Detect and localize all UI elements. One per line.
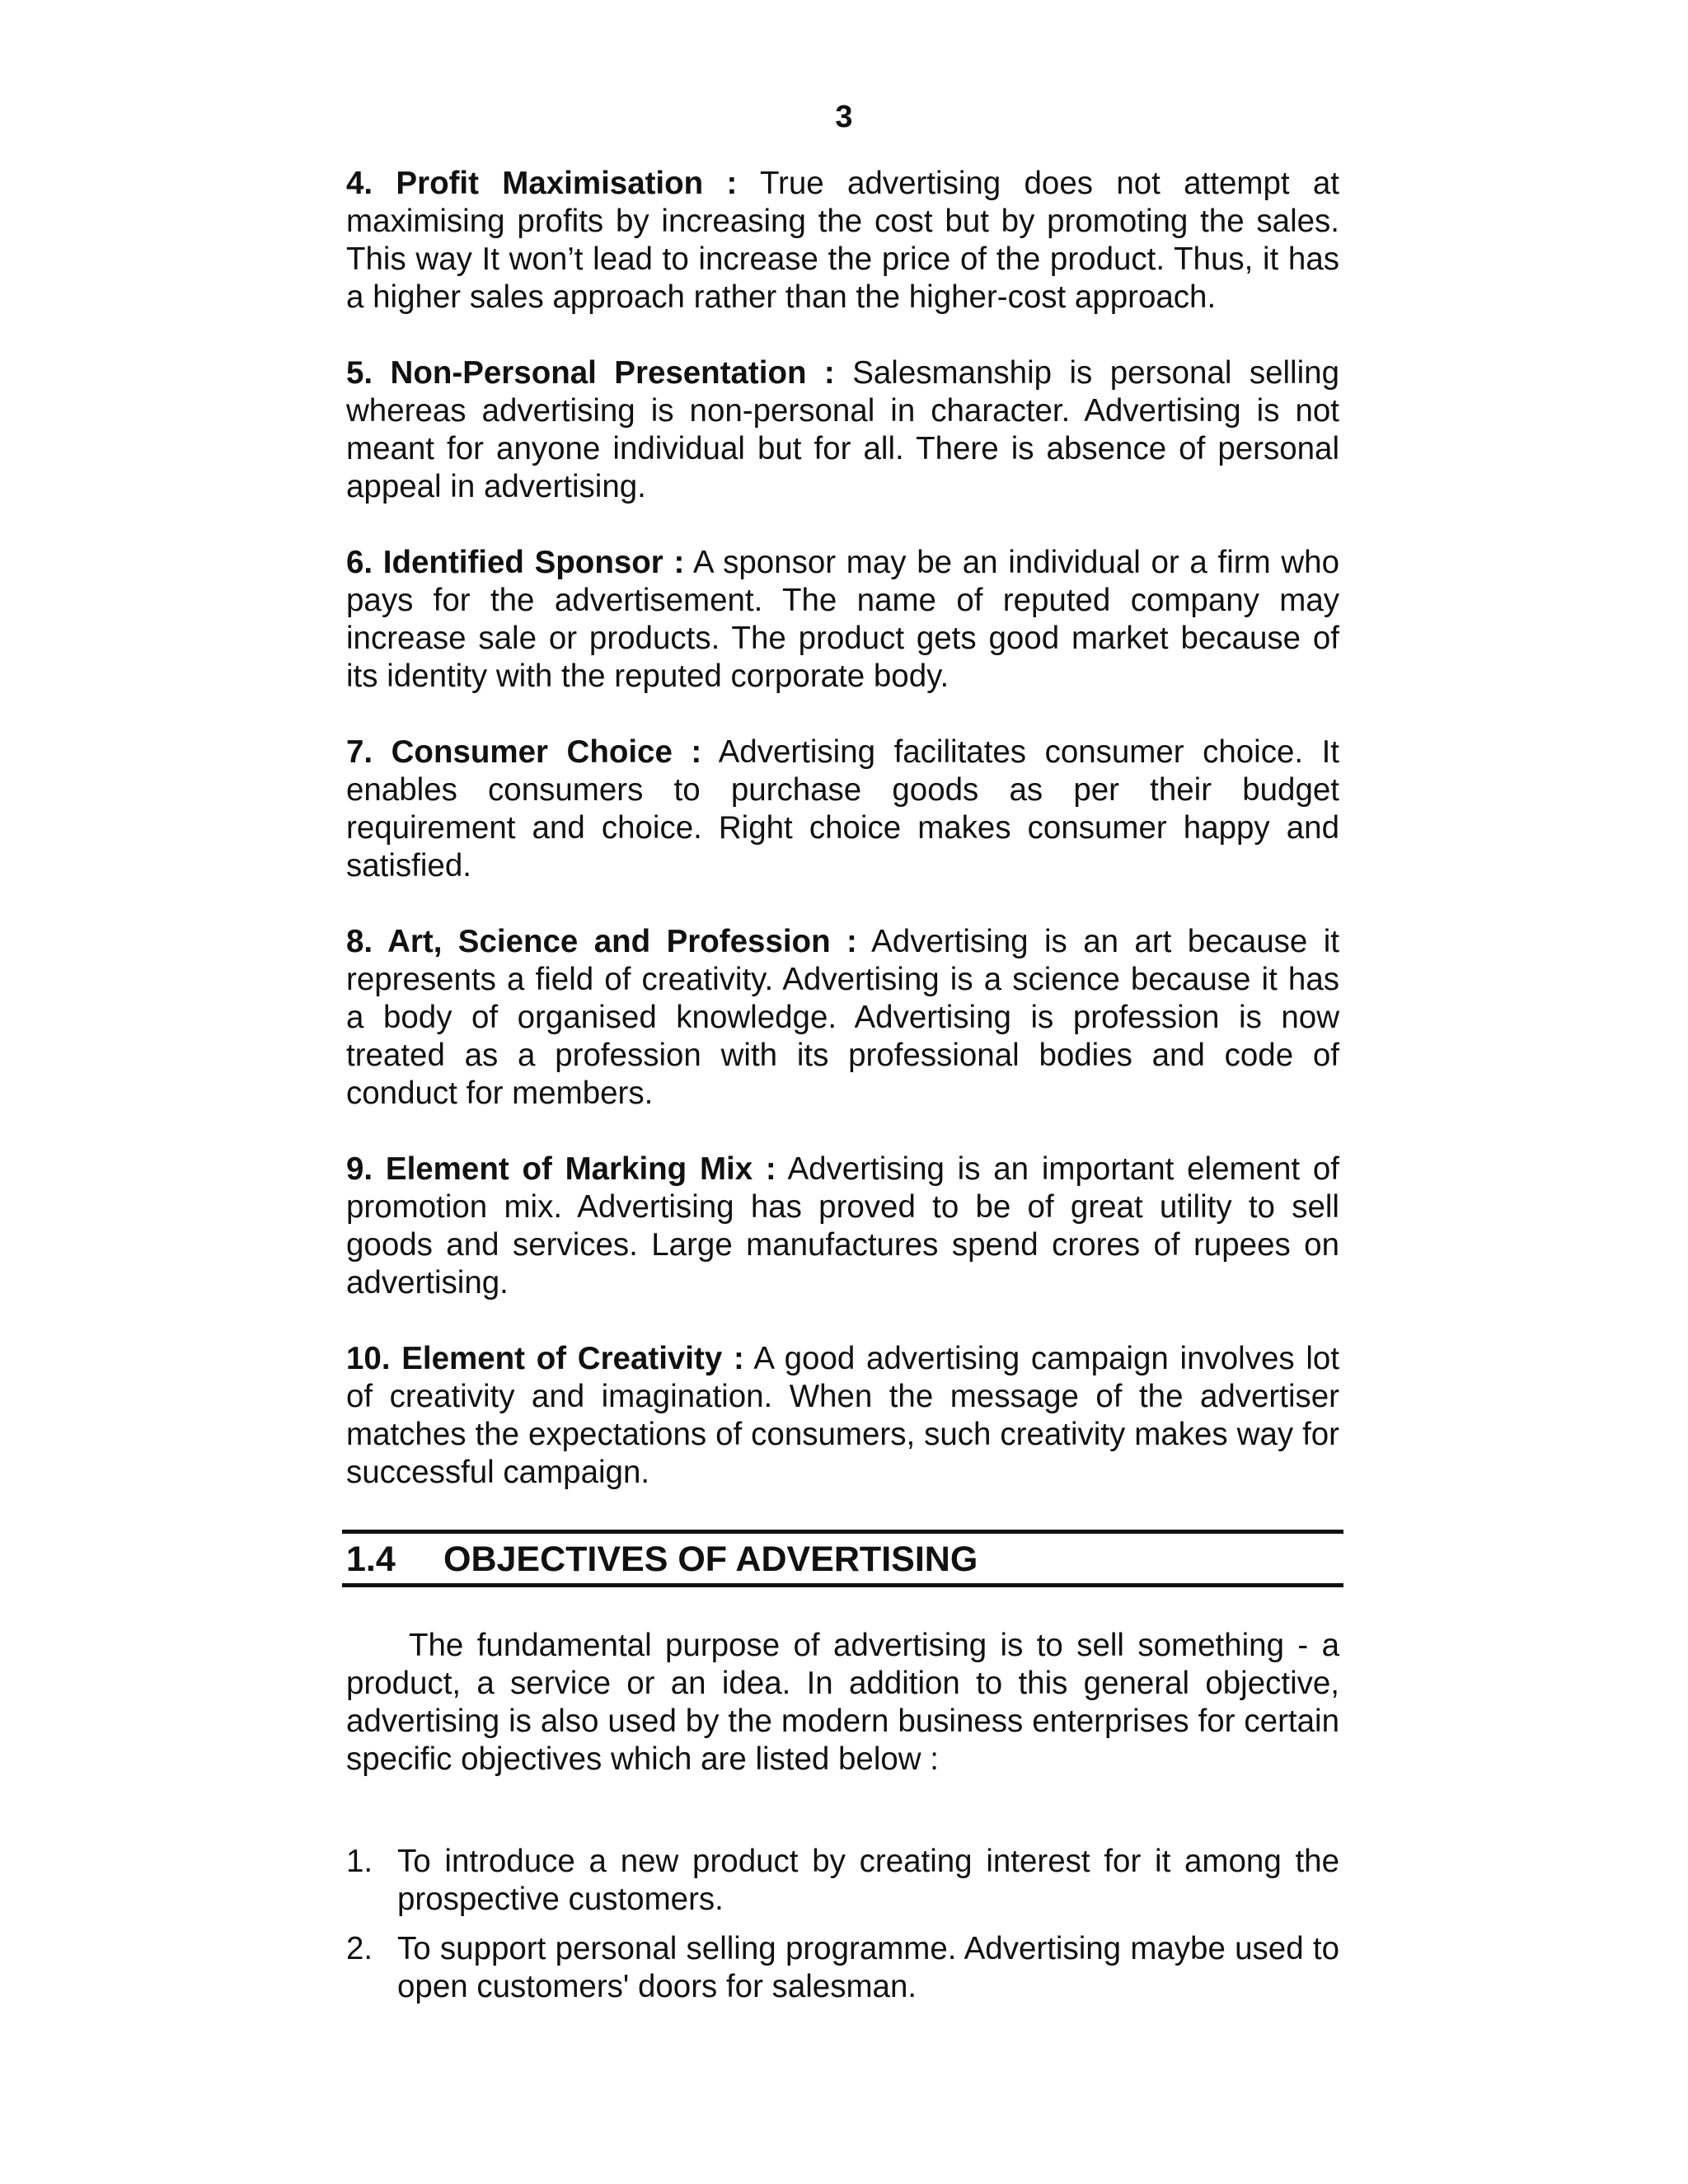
section-heading <box>342 1530 1343 1587</box>
list-item-text: To support personal selling programme. Advertising maybe used to open customers' doors for salesman. <box>397 1931 1339 2004</box>
feature-heading: 5. Non-Personal Presentation : <box>346 355 835 391</box>
feature-text: A sponsor may be an individual or a firm who pays for the advertisement. The name of reputed company may increase sale or products. The product gets good market because of its identity with the reputed corporate body. <box>346 545 1339 694</box>
feature-heading: 7. Consumer Choice : <box>346 734 702 770</box>
list-item-number: 2. <box>346 1931 373 1966</box>
feature-text: A good advertising campaign involves lot of creativity and imagination. When the message of the advertiser matches the expectations of consumers, such creativity makes way for successful campaign. <box>346 1341 1339 1490</box>
list-item-number: 1. <box>346 1844 373 1879</box>
feature-paragraph <box>346 165 1339 316</box>
page-number: 3 <box>835 100 853 134</box>
feature-text: Advertising facilitates consumer choice. It enables consumers to purchase goods as per their budget requirement and choice. Right choice makes consumer happy and satisfied. <box>346 734 1339 883</box>
feature-paragraph <box>346 544 1339 696</box>
feature-paragraph <box>346 354 1339 506</box>
list-item <box>346 1843 1339 1919</box>
objectives-list <box>346 1843 1339 2006</box>
section-number: 1.4 <box>346 1539 396 1579</box>
feature-heading: 10. Element of Creativity : <box>346 1341 744 1376</box>
feature-paragraph <box>346 923 1339 1113</box>
feature-paragraph <box>346 1340 1339 1492</box>
feature-heading: 4. Profit Maximisation : <box>346 166 738 201</box>
section-title: OBJECTIVES OF ADVERTISING <box>443 1539 978 1579</box>
feature-heading: 6. Identified Sponsor : <box>346 545 685 580</box>
feature-text: Advertising is an important element of promotion mix. Advertising has proved to be of great utility to sell goods and services. Large manufactures spend crores of rupees on advertising. <box>346 1151 1340 1301</box>
feature-text: Salesmanship is personal selling whereas advertising is non-personal in character. Advertising is not meant for anyone individual but for all. There is absence of personal appeal in advertising. <box>346 355 1339 504</box>
feature-text: Advertising is an art because it represents a field of creativity. Advertising is a science because it has a body of organised knowledge. Advertising is profession is now treated as a profession with its professional bodies and code of conduct for members. <box>346 924 1339 1111</box>
list-item <box>346 1930 1339 2006</box>
feature-paragraph <box>346 1151 1339 1302</box>
section-intro: The fundamental purpose of advertising is to sell something - a product, a service or an idea. In addition to this general objective, advertising is also used by the modern business enterprises for certain specific objectives which are listed below : <box>346 1628 1339 1777</box>
feature-heading: 8. Art, Science and Profession : <box>346 924 857 959</box>
feature-heading: 9. Element of Marking Mix : <box>346 1151 776 1187</box>
page-content <box>346 165 1339 2018</box>
list-item-text: To introduce a new product by creating interest for it among the prospective customers. <box>397 1844 1339 1917</box>
feature-text: True advertising does not attempt at maximising profits by increasing the cost but by promoting the sales. This way It won’t lead to increase the price of the product. Thus, it has a higher sales approach rather than the higher-cost approach. <box>346 166 1339 315</box>
feature-paragraph <box>346 733 1339 885</box>
